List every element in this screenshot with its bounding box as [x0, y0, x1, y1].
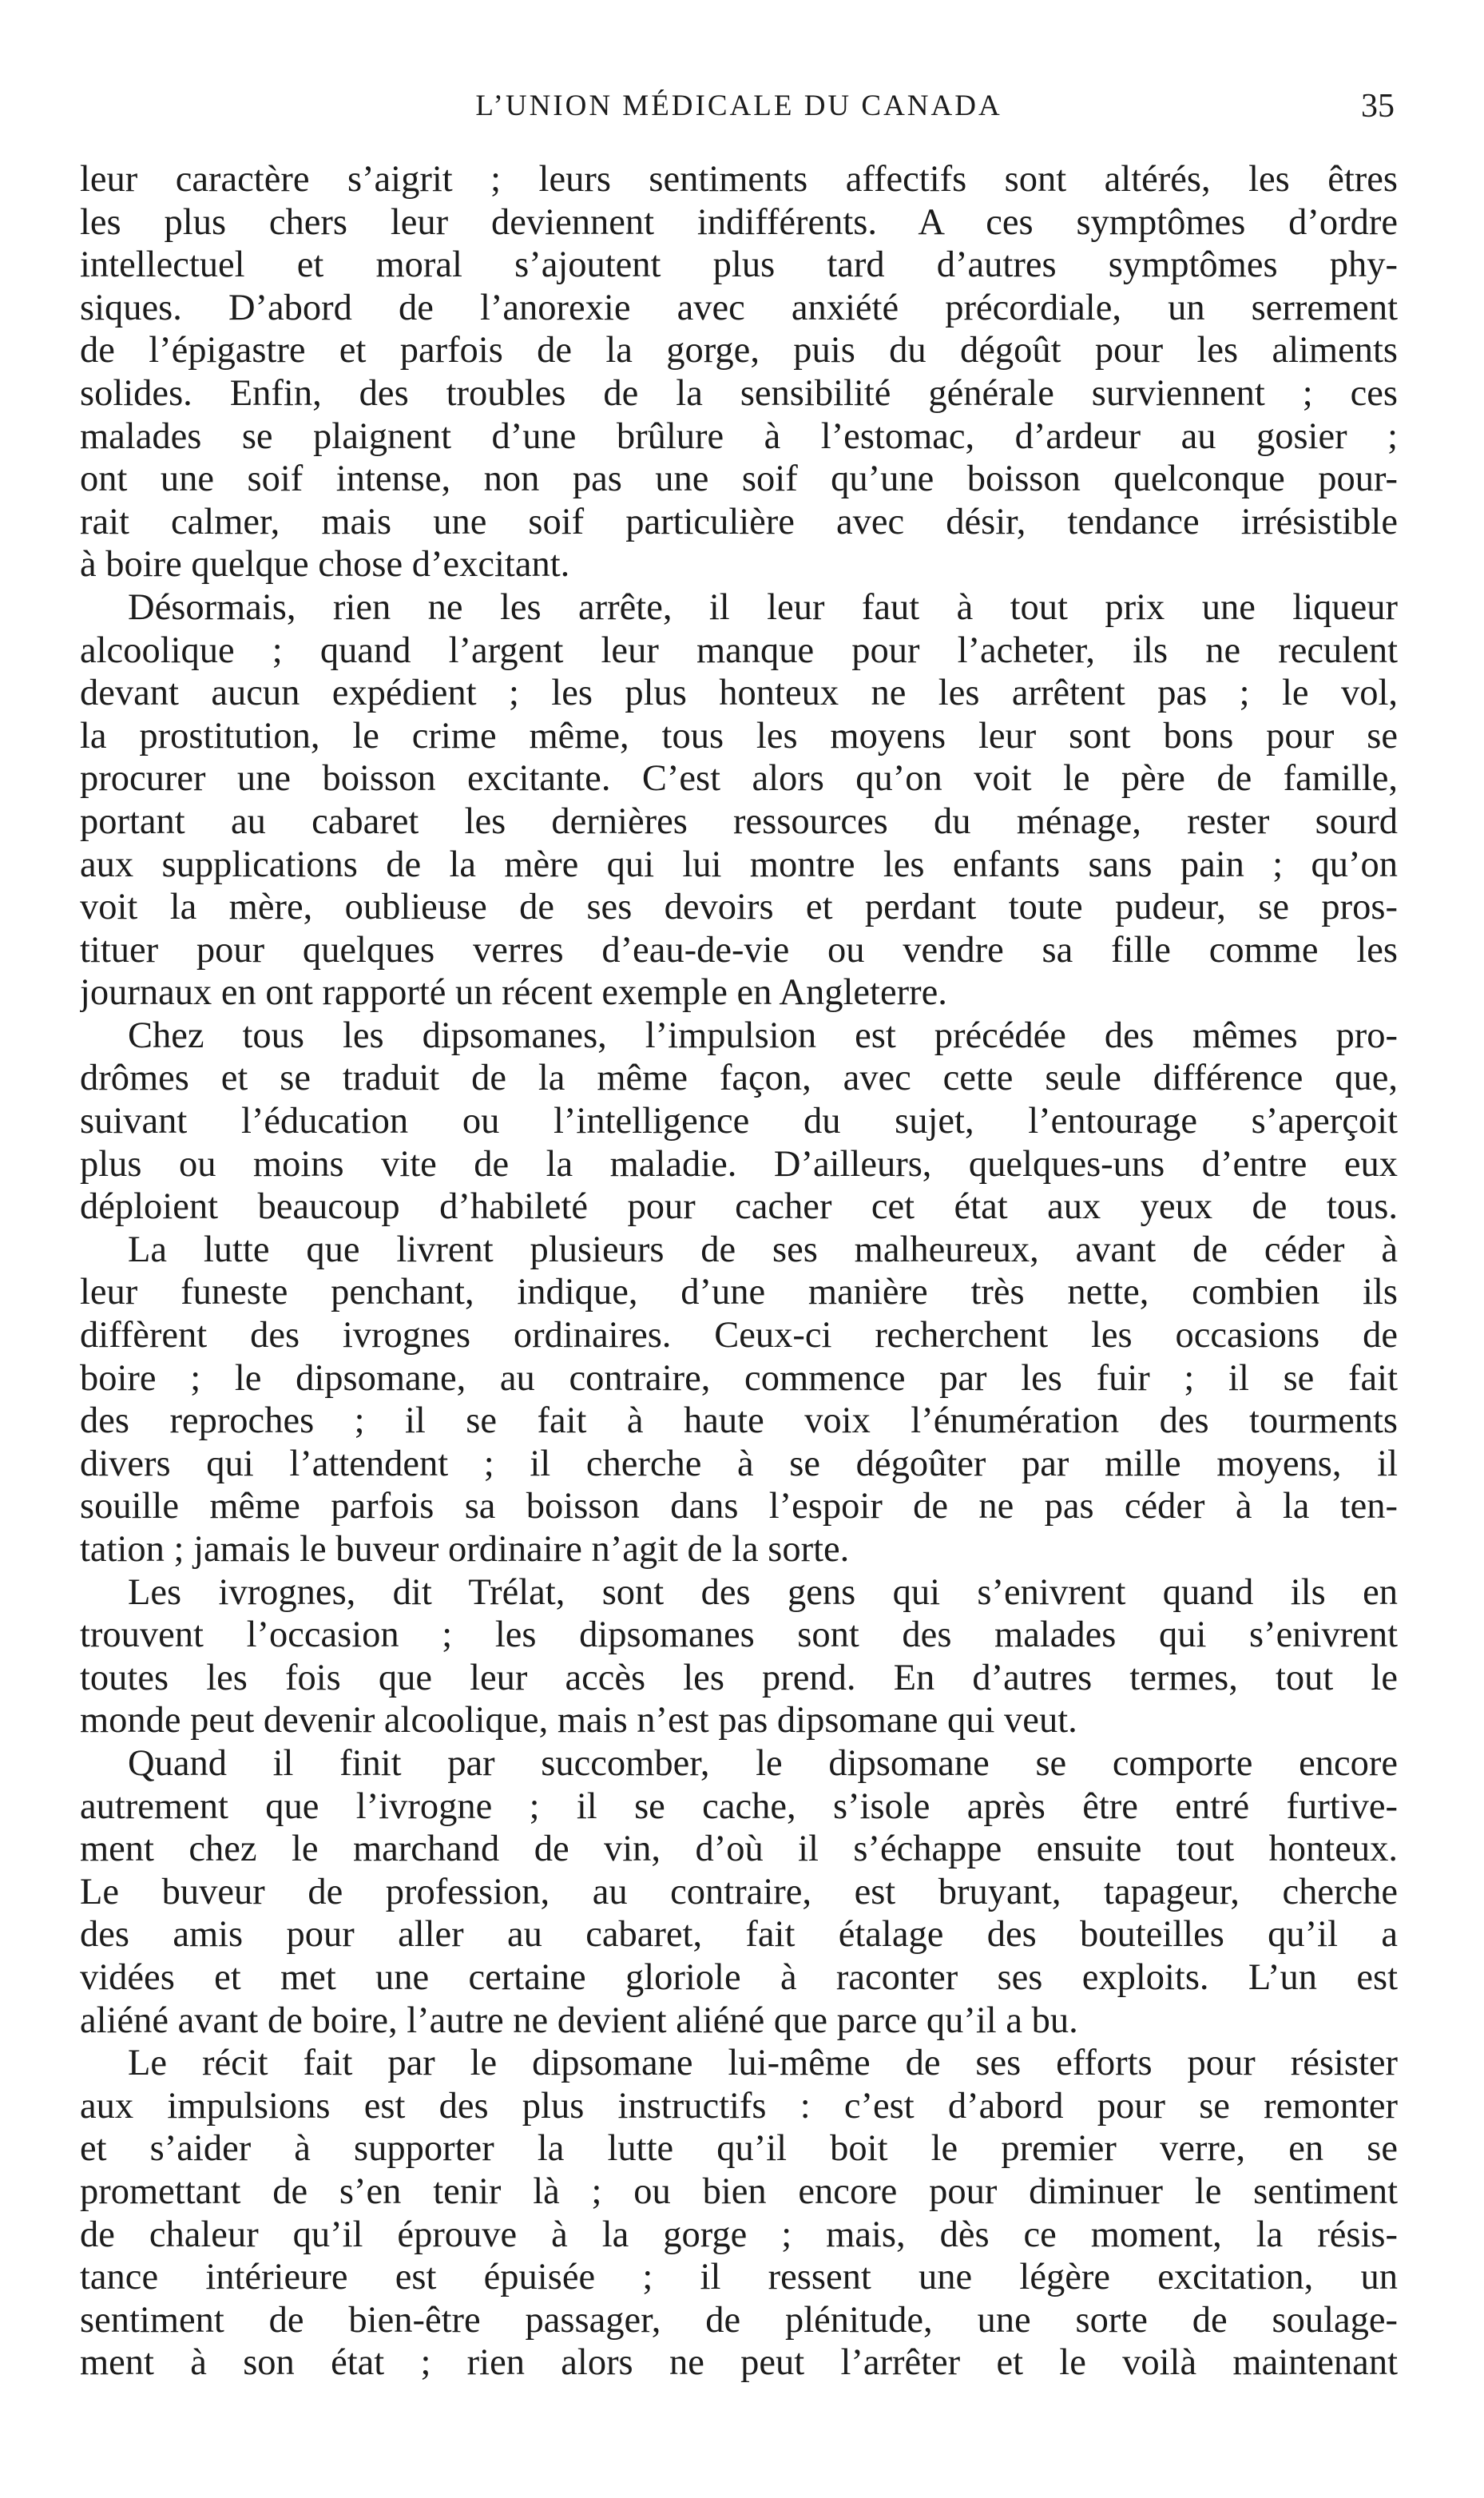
- text-line: tation ; jamais le buveur ordinaire n’agit de la sorte.: [80, 1529, 850, 1570]
- text-line: voit la mère, oublieuse de ses devoirs et perdant toute pudeur, se pros-: [80, 887, 1398, 928]
- text-line: procurer une boisson excitante. C’est alors qu’on voit le père de famille,: [80, 758, 1398, 800]
- text-line: et s’aider à supporter la lutte qu’il boit le premier verre, en se: [80, 2128, 1398, 2170]
- text-line: boire ; le dipsomane, au contraire, commence par les fuir ; il se fait: [80, 1357, 1398, 1399]
- text-line: rait calmer, mais une soif particulière avec désir, tendance irrésistible: [80, 501, 1398, 542]
- text-line: trouvent l’occasion ; les dipsomanes sont des malades qui s’enivrent: [80, 1614, 1398, 1656]
- paragraph-2: [80, 586, 1398, 1015]
- text-line: drômes et se traduit de la même façon, avec cette seule différence que,: [80, 1058, 1398, 1099]
- text-line: Le buveur de profession, au contraire, est bruyant, tapageur, cherche: [80, 1871, 1398, 1912]
- running-head: [80, 82, 1398, 130]
- text-line: La lutte que livrent plusieurs de ses malheureux, avant de céder à: [128, 1229, 1398, 1270]
- paragraph-7: [80, 2042, 1398, 2385]
- text-line: intellectuel et moral s’ajoutent plus tard d’autres symptômes phy-: [80, 244, 1398, 286]
- paragraph-6: [80, 1742, 1398, 2042]
- text-line: aux supplications de la mère qui lui montre les enfants sans pain ; qu’on: [80, 844, 1398, 885]
- text-line: autrement que l’ivrogne ; il se cache, s’isole après être entré furtive-: [80, 1785, 1398, 1827]
- text-line: des reproches ; il se fait à haute voix l’énumération des tourments: [80, 1400, 1398, 1442]
- text-line: tituer pour quelques verres d’eau-de-vie ou vendre sa fille comme les: [80, 929, 1398, 971]
- text-line: aliéné avant de boire, l’autre ne devient aliéné que parce qu’il a bu.: [80, 2000, 1078, 2041]
- text-line: ment à son état ; rien alors ne peut l’arrêter et le voilà maintenant: [80, 2342, 1398, 2384]
- text-line: alcoolique ; quand l’argent leur manque pour l’acheter, ils ne reculent: [80, 629, 1398, 671]
- text-line: sentiment de bien-être passager, de plénitude, une sorte de soulage-: [80, 2299, 1398, 2341]
- text-line: Les ivrognes, dit Trélat, sont des gens qui s’enivrent quand ils en: [128, 1571, 1398, 1613]
- text-line: vidées et met une certaine gloriole à raconter ses exploits. L’un est: [80, 1956, 1398, 1998]
- text-line: la prostitution, le crime même, tous les moyens leur sont bons pour se: [80, 715, 1398, 757]
- paragraph-5: [80, 1571, 1398, 1742]
- text-line: monde peut devenir alcoolique, mais n’est pas dipsomane qui veut.: [80, 1700, 1077, 1741]
- text-line: déploient beaucoup d’habileté pour cacher cet état aux yeux de tous.: [80, 1186, 1398, 1228]
- paragraph-1: [80, 158, 1398, 586]
- text-line: Désormais, rien ne les arrête, il leur faut à tout prix une liqueur: [128, 586, 1398, 628]
- running-title: L’UNION MÉDICALE DU CANADA: [475, 89, 1002, 122]
- text-line: devant aucun expédient ; les plus honteux ne les arrêtent pas ; le vol,: [80, 673, 1398, 714]
- text-line: Quand il finit par succomber, le dipsomane se comporte encore: [128, 1742, 1398, 1784]
- paragraph-3: [80, 1015, 1398, 1229]
- text-line: promettant de s’en tenir là ; ou bien encore pour diminuer le sentiment: [80, 2170, 1398, 2212]
- page-number: 35: [1361, 88, 1395, 125]
- text-line: ont une soif intense, non pas une soif qu’une boisson quelconque pour-: [80, 459, 1398, 500]
- text-line: plus ou moins vite de la maladie. D’ailleurs, quelques-uns d’entre eux: [80, 1143, 1398, 1185]
- text-line: les plus chers leur deviennent indifférents. A ces symptômes d’ordre: [80, 201, 1398, 243]
- text-line: Le récit fait par le dipsomane lui-même de ses efforts pour résister: [128, 2043, 1398, 2084]
- text-line: de l’épigastre et parfois de la gorge, puis du dégoût pour les aliments: [80, 330, 1398, 371]
- text-line: des amis pour aller au cabaret, fait étalage des bouteilles qu’il a: [80, 1914, 1398, 1956]
- text-line: souille même parfois sa boisson dans l’espoir de ne pas céder à la ten-: [80, 1486, 1398, 1527]
- paragraph-4: [80, 1229, 1398, 1571]
- text-line: malades se plaignent d’une brûlure à l’estomac, d’ardeur au gosier ;: [80, 415, 1398, 457]
- text-line: de chaleur qu’il éprouve à la gorge ; mais, dès ce moment, la résis-: [80, 2214, 1398, 2255]
- text-line: suivant l’éducation ou l’intelligence du sujet, l’entourage s’aperçoit: [80, 1101, 1398, 1142]
- text-line: diffèrent des ivrognes ordinaires. Ceux-ci recherchent les occasions de: [80, 1315, 1398, 1356]
- text-line: à boire quelque chose d’excitant.: [80, 544, 570, 586]
- text-line: portant au cabaret les dernières ressources du ménage, rester sourd: [80, 800, 1398, 842]
- text-line: ment chez le marchand de vin, d’où il s’échappe ensuite tout honteux.: [80, 1829, 1398, 1870]
- text-line: aux impulsions est des plus instructifs : c’est d’abord pour se remonter: [80, 2085, 1398, 2127]
- text-line: toutes les fois que leur accès les prend. En d’autres termes, tout le: [80, 1657, 1398, 1698]
- text-line: siques. D’abord de l’anorexie avec anxiété précordiale, un serrement: [80, 287, 1398, 328]
- text-line: Chez tous les dipsomanes, l’impulsion est précédée des mêmes pro-: [128, 1015, 1398, 1056]
- body-text: [80, 158, 1398, 2385]
- text-line: solides. Enfin, des troubles de la sensibilité générale surviennent ; ces: [80, 372, 1398, 414]
- text-line: divers qui l’attendent ; il cherche à se dégoûter par mille moyens, il: [80, 1443, 1398, 1484]
- text-line: journaux en ont rapporté un récent exemple en Angleterre.: [80, 972, 947, 1014]
- text-line: leur funeste penchant, indique, d’une manière très nette, combien ils: [80, 1272, 1398, 1313]
- text-line: tance intérieure est épuisée ; il ressent une légère excitation, un: [80, 2257, 1398, 2298]
- text-line: leur caractère s’aigrit ; leurs sentiments affectifs sont altérés, les êtres: [80, 159, 1398, 200]
